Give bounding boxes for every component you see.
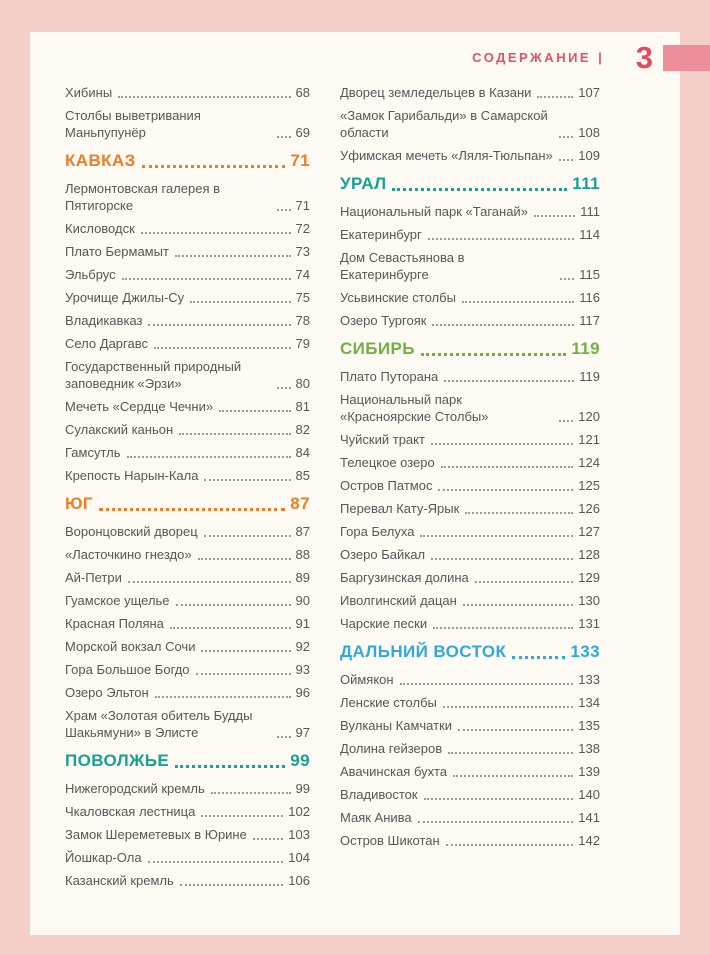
dot-leader [127, 456, 291, 458]
dot-leader [458, 729, 573, 731]
dot-leader [190, 301, 290, 303]
dot-leader [392, 188, 567, 191]
dot-leader [170, 627, 291, 629]
toc-entry [65, 638, 310, 655]
toc-entry [65, 335, 310, 352]
toc-entry-page-number: 85 [295, 468, 310, 483]
toc-entry-page-number: 68 [295, 85, 310, 100]
toc-entry-title: Владикавказ [65, 313, 143, 328]
dot-leader [128, 581, 291, 583]
dot-leader [277, 736, 291, 738]
toc-entry-page-number: 107 [578, 85, 600, 100]
toc-entry-title: Озеро Тургояк [340, 313, 427, 328]
toc-entry [65, 398, 310, 415]
toc-entry [340, 592, 600, 609]
toc-entry-page-number: 102 [288, 804, 310, 819]
dot-leader [277, 136, 291, 138]
toc-columns [65, 84, 600, 895]
dot-leader [534, 215, 575, 217]
toc-entry-page-number: 87 [295, 524, 310, 539]
dot-leader [428, 238, 574, 240]
toc-entry [65, 523, 310, 540]
toc-entry [340, 546, 600, 563]
toc-entry-page-number: 128 [578, 547, 600, 562]
toc-entry [65, 266, 310, 283]
dot-leader [431, 558, 573, 560]
toc-entry [340, 500, 600, 517]
toc-entry-page-number: 131 [578, 616, 600, 631]
toc-entry [65, 358, 310, 392]
toc-entry-page-number: 97 [295, 725, 310, 740]
contents-header [0, 42, 710, 73]
toc-entry-page-number: 119 [571, 339, 600, 358]
toc-entry-page-number: 114 [579, 227, 600, 242]
toc-entry-page-number: 111 [572, 174, 600, 193]
toc-entry-title: Урочище Джилы-Су [65, 290, 185, 305]
dot-leader [559, 420, 573, 422]
toc-entry-title: Дом Севастьянова в Екатеринбурге [340, 250, 465, 282]
dot-leader [204, 479, 290, 481]
toc-entry [65, 243, 310, 260]
dot-leader [463, 604, 573, 606]
toc-section-header [65, 750, 310, 772]
toc-entry-title: Казанский кремль [65, 873, 174, 888]
dot-leader [441, 466, 574, 468]
toc-entry [65, 684, 310, 701]
dot-leader [211, 792, 291, 794]
toc-entry [65, 180, 310, 214]
contents-title: СОДЕРЖАНИЕ [472, 50, 592, 65]
toc-entry-title: Замок Шереметевых в Юрине [65, 827, 247, 842]
toc-entry-page-number: 90 [295, 593, 310, 608]
toc-section-title: ПОВОЛЖЬЕ [65, 751, 170, 770]
toc-entry-page-number: 92 [295, 639, 310, 654]
toc-entry [65, 803, 310, 820]
toc-entry-title: Сулакский каньон [65, 422, 174, 437]
toc-entry-page-number: 72 [295, 221, 310, 236]
toc-entry-page-number: 88 [295, 547, 310, 562]
toc-entry [340, 431, 600, 448]
toc-entry-page-number: 82 [295, 422, 310, 437]
dot-leader [175, 255, 291, 257]
toc-entry [65, 444, 310, 461]
toc-entry [340, 84, 600, 101]
toc-entry-title: Уфимская мечеть «Ляля-Тюльпан» [340, 148, 553, 163]
toc-section-header [340, 338, 600, 360]
dot-leader [154, 347, 291, 349]
dot-leader [512, 656, 565, 659]
toc-entry-page-number: 84 [295, 445, 310, 460]
toc-section-title: КАВКАЗ [65, 151, 136, 170]
toc-entry [340, 249, 600, 283]
dot-leader [446, 844, 574, 846]
toc-entry [65, 872, 310, 889]
toc-entry [65, 780, 310, 797]
toc-entry-title: Чарские пески [340, 616, 428, 631]
toc-entry-page-number: 78 [295, 313, 310, 328]
toc-entry-title: Государственный природный заповедник «Эрзи» [65, 359, 242, 391]
toc-section-header [340, 641, 600, 663]
dot-leader [198, 558, 291, 560]
header-separator-bar: | [598, 50, 602, 65]
toc-entry-page-number: 116 [579, 290, 600, 305]
toc-entry-page-number: 106 [288, 873, 310, 888]
toc-entry [340, 312, 600, 329]
dot-leader [433, 627, 573, 629]
toc-entry-page-number: 129 [578, 570, 600, 585]
page-number: 3 [635, 40, 653, 75]
toc-entry-page-number: 91 [295, 616, 310, 631]
dot-leader [175, 765, 285, 768]
dot-leader [559, 136, 573, 138]
dot-leader [204, 535, 291, 537]
toc-entry [65, 849, 310, 866]
dot-leader [420, 535, 573, 537]
toc-entry-title: Чкаловская лестница [65, 804, 196, 819]
toc-entry [340, 786, 600, 803]
toc-entry-title: Село Даргавс [65, 336, 148, 351]
toc-entry-title: Столбы выветривания Маньпупунёр [65, 108, 201, 140]
toc-section-header [65, 493, 310, 515]
toc-entry-page-number: 96 [295, 685, 310, 700]
toc-entry-title: Усьвинские столбы [340, 290, 456, 305]
toc-entry [65, 592, 310, 609]
toc-entry-title: «Замок Гарибальди» в Самарской области [340, 108, 548, 140]
toc-entry [340, 226, 600, 243]
dot-leader [219, 410, 290, 412]
toc-entry-page-number: 124 [578, 455, 600, 470]
toc-entry-title: Эльбрус [65, 267, 116, 282]
dot-leader [438, 489, 573, 491]
toc-entry-page-number: 141 [578, 810, 600, 825]
toc-entry-page-number: 109 [578, 148, 600, 163]
dot-leader [431, 443, 573, 445]
toc-entry [340, 454, 600, 471]
toc-entry [340, 391, 600, 425]
toc-entry [65, 220, 310, 237]
toc-section-title: СИБИРЬ [340, 339, 415, 358]
toc-entry-title: Иволгинский дацан [340, 593, 457, 608]
toc-entry-page-number: 99 [290, 751, 310, 770]
dot-leader [432, 324, 574, 326]
toc-entry-title: Маяк Анива [340, 810, 412, 825]
toc-entry [340, 368, 600, 385]
toc-entry-title: Йошкар-Ола [65, 850, 142, 865]
dot-leader [475, 581, 574, 583]
toc-entry [340, 717, 600, 734]
toc-entry [65, 312, 310, 329]
dot-leader [424, 798, 574, 800]
toc-entry-page-number: 103 [288, 827, 310, 842]
toc-entry [340, 740, 600, 757]
toc-entry-title: Мечеть «Сердце Чечни» [65, 399, 214, 414]
dot-leader [465, 512, 573, 514]
toc-entry-page-number: 139 [578, 764, 600, 779]
toc-entry-page-number: 142 [578, 833, 600, 848]
dot-leader [418, 821, 574, 823]
toc-entry-page-number: 120 [578, 409, 600, 424]
toc-entry-page-number: 126 [578, 501, 600, 516]
toc-column-right [340, 84, 600, 895]
toc-entry-title: Баргузинская долина [340, 570, 469, 585]
dot-leader [400, 683, 574, 685]
toc-entry [340, 671, 600, 688]
toc-entry-page-number: 104 [288, 850, 310, 865]
toc-entry-title: Морской вокзал Сочи [65, 639, 196, 654]
toc-entry-page-number: 99 [295, 781, 310, 796]
toc-entry-title: Храм «Золотая обитель Будды Шакьямуни» в Элисте [65, 708, 253, 740]
toc-entry-title: Национальный парк «Таганай» [340, 204, 528, 219]
toc-entry-title: Перевал Кату-Ярык [340, 501, 460, 516]
dot-leader [453, 775, 573, 777]
dot-leader [122, 278, 291, 280]
toc-entry-page-number: 140 [578, 787, 600, 802]
toc-entry [65, 289, 310, 306]
toc-entry-title: Оймякон [340, 672, 394, 687]
dot-leader [253, 838, 283, 840]
dot-leader [559, 159, 574, 161]
dot-leader [201, 650, 290, 652]
toc-entry-page-number: 115 [579, 267, 600, 282]
toc-entry [340, 763, 600, 780]
toc-entry-page-number: 119 [579, 369, 600, 384]
toc-entry-page-number: 108 [578, 125, 600, 140]
dot-leader [176, 604, 291, 606]
toc-entry-title: Озеро Эльтон [65, 685, 149, 700]
toc-entry [340, 477, 600, 494]
toc-entry-title: Остров Патмос [340, 478, 433, 493]
toc-entry-page-number: 80 [295, 376, 310, 391]
toc-entry-title: Владивосток [340, 787, 418, 802]
toc-entry-page-number: 81 [295, 399, 310, 414]
toc-entry [65, 467, 310, 484]
toc-entry-page-number: 134 [578, 695, 600, 710]
toc-entry-page-number: 133 [578, 672, 600, 687]
toc-entry [340, 289, 600, 306]
toc-section-header [340, 173, 600, 195]
toc-entry [340, 809, 600, 826]
dot-leader [560, 278, 574, 280]
toc-entry-title: Ай-Петри [65, 570, 122, 585]
toc-entry [340, 569, 600, 586]
toc-entry-title: Гора Белуха [340, 524, 415, 539]
dot-leader [443, 706, 573, 708]
dot-leader [99, 508, 285, 511]
dot-leader [155, 696, 291, 698]
dot-leader [118, 96, 290, 98]
toc-entry-page-number: 71 [290, 151, 310, 170]
toc-entry-title: Гора Большое Богдо [65, 662, 190, 677]
toc-entry-page-number: 138 [578, 741, 600, 756]
toc-entry-page-number: 121 [578, 432, 600, 447]
page-number-band [663, 45, 710, 71]
toc-entry-title: Вулканы Камчатки [340, 718, 453, 733]
toc-entry-title: Чуйский тракт [340, 432, 425, 447]
toc-entry-page-number: 111 [580, 204, 600, 219]
toc-entry-title: Плато Бермамыт [65, 244, 169, 259]
dot-leader [141, 232, 291, 234]
toc-entry [65, 546, 310, 563]
dot-leader [148, 861, 284, 863]
dot-leader [537, 96, 573, 98]
toc-entry-page-number: 89 [295, 570, 310, 585]
toc-entry-title: Воронцовский дворец [65, 524, 198, 539]
toc-entry-page-number: 127 [578, 524, 600, 539]
toc-section-title: ДАЛЬНИЙ ВОСТОК [340, 642, 507, 661]
toc-entry-title: Нижегородский кремль [65, 781, 205, 796]
toc-column-left [65, 84, 310, 895]
toc-entry-page-number: 117 [579, 313, 600, 328]
dot-leader [179, 433, 290, 435]
toc-entry-page-number: 93 [295, 662, 310, 677]
dot-leader [148, 324, 290, 326]
toc-entry-page-number: 133 [570, 642, 600, 661]
toc-entry [65, 615, 310, 632]
toc-entry-title: Дворец земледельцев в Казани [340, 85, 532, 100]
toc-entry-page-number: 79 [295, 336, 310, 351]
toc-entry-title: Авачинская бухта [340, 764, 447, 779]
toc-entry-title: Долина гейзеров [340, 741, 443, 756]
dot-leader [142, 165, 286, 168]
toc-entry-title: Екатеринбург [340, 227, 422, 242]
toc-entry-title: Красная Поляна [65, 616, 164, 631]
toc-entry-title: Крепость Нарын-Кала [65, 468, 199, 483]
toc-entry-title: Озеро Байкал [340, 547, 426, 562]
toc-entry-page-number: 71 [295, 198, 310, 213]
toc-entry [65, 107, 310, 141]
toc-entry [65, 826, 310, 843]
toc-entry [65, 707, 310, 741]
dot-leader [462, 301, 574, 303]
dot-leader [444, 380, 574, 382]
toc-entry-page-number: 73 [295, 244, 310, 259]
toc-entry-title: Кисловодск [65, 221, 135, 236]
toc-entry-title: Лермонтовская галерея в Пятигорске [65, 181, 221, 213]
dot-leader [421, 353, 566, 356]
toc-entry-title: «Ласточкино гнездо» [65, 547, 192, 562]
toc-entry [340, 832, 600, 849]
toc-entry [65, 661, 310, 678]
dot-leader [277, 209, 291, 211]
dot-leader [277, 387, 291, 389]
toc-entry-page-number: 87 [290, 494, 310, 513]
toc-entry [340, 203, 600, 220]
toc-entry-page-number: 130 [578, 593, 600, 608]
toc-entry-page-number: 75 [295, 290, 310, 305]
toc-entry [340, 107, 600, 141]
toc-entry-title: Остров Шикотан [340, 833, 440, 848]
toc-entry [65, 84, 310, 101]
dot-leader [448, 752, 573, 754]
toc-section-header [65, 150, 310, 172]
toc-entry [65, 569, 310, 586]
toc-entry [340, 615, 600, 632]
toc-entry-title: Национальный парк «Красноярские Столбы» [340, 392, 489, 424]
dot-leader [196, 673, 291, 675]
toc-entry-title: Ленские столбы [340, 695, 437, 710]
dot-leader [180, 884, 284, 886]
toc-section-title: ЮГ [65, 494, 93, 513]
toc-entry-title: Хибины [65, 85, 113, 100]
toc-entry [340, 694, 600, 711]
toc-entry-page-number: 69 [295, 125, 310, 140]
toc-entry-page-number: 135 [578, 718, 600, 733]
toc-entry-title: Гуамское ущелье [65, 593, 170, 608]
toc-entry [340, 523, 600, 540]
toc-entry [65, 421, 310, 438]
toc-entry-page-number: 74 [295, 267, 310, 282]
dot-leader [201, 815, 283, 817]
toc-entry [340, 147, 600, 164]
toc-entry-title: Плато Путорана [340, 369, 439, 384]
toc-entry-title: Гамсутль [65, 445, 121, 460]
toc-entry-title: Телецкое озеро [340, 455, 435, 470]
toc-entry-page-number: 125 [578, 478, 600, 493]
toc-section-title: УРАЛ [340, 174, 387, 193]
